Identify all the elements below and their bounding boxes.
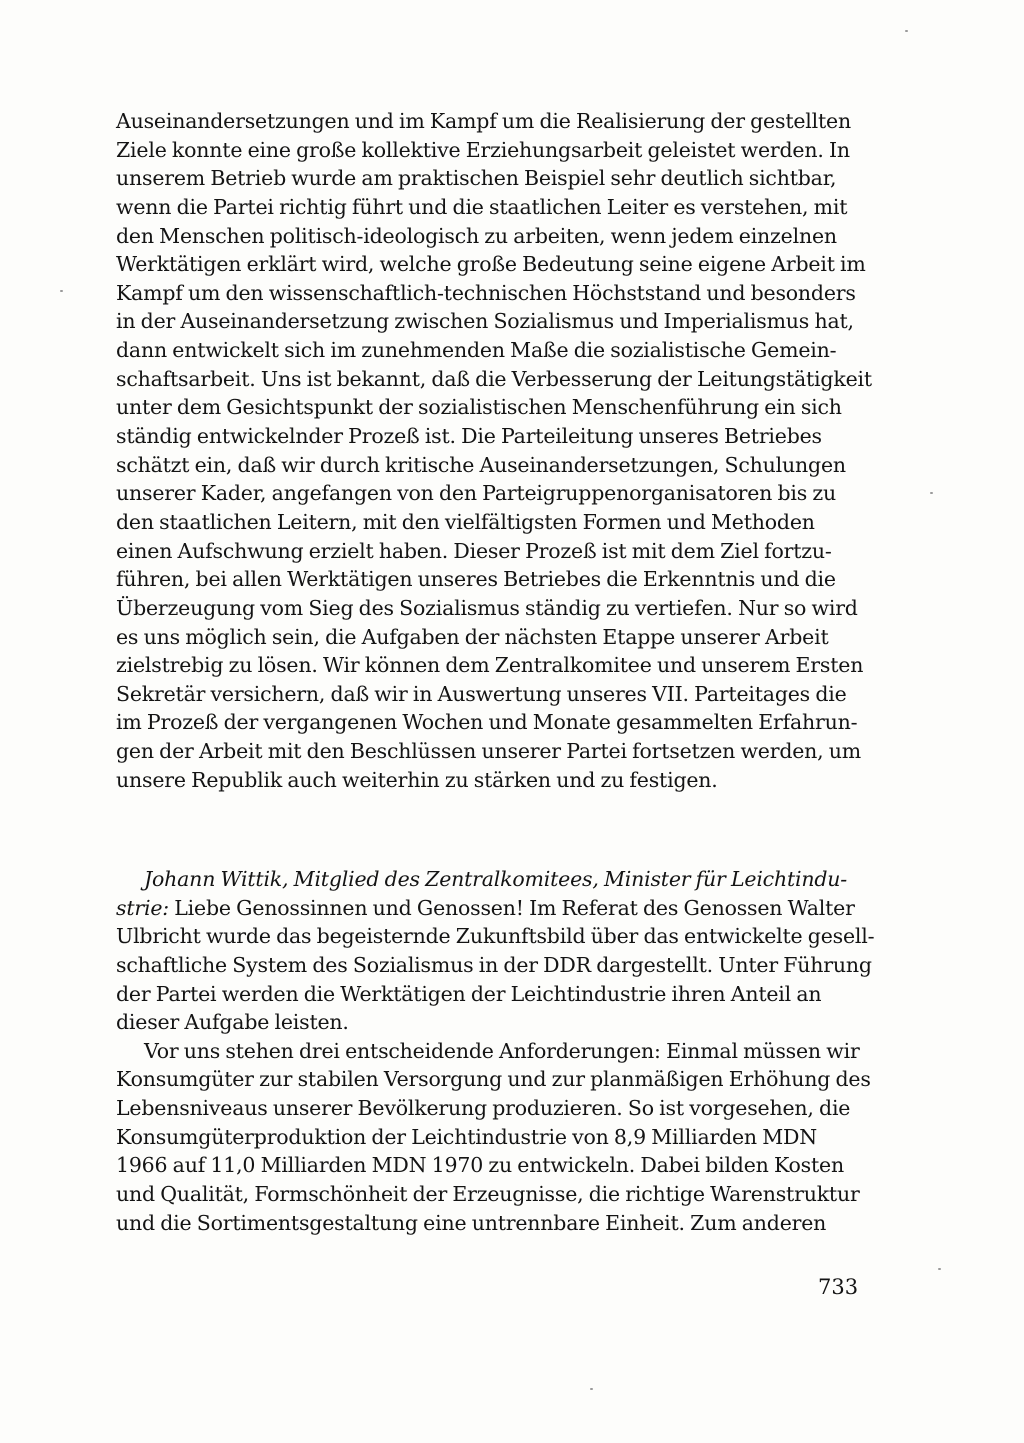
- scan-speck: [938, 1268, 941, 1270]
- text-line: den staatlichen Leitern, mit den vielfältigsten Formen und Methoden: [116, 509, 815, 534]
- text-line: Überzeugung vom Sieg des Sozialismus ständig zu vertiefen. Nur so wird: [116, 595, 858, 620]
- speaker-line: [116, 894, 884, 923]
- text-line: Vor uns stehen drei entscheidende Anforderungen: Einmal müssen wir: [144, 1038, 860, 1063]
- text-line: schaftliche System des Sozialismus in der DDR dargestellt. Unter Führung: [116, 952, 872, 977]
- text-line: Werktätigen erklärt wird, welche große Bedeutung seine eigene Arbeit im: [116, 252, 866, 277]
- text-line: Sekretär versichern, daß wir in Auswertung unseres VII. Parteitages die: [116, 681, 847, 706]
- text-line: dann entwickelt sich im zunehmenden Maße die sozialistische Gemein-: [116, 338, 837, 363]
- text-line: wenn die Partei richtig führt und die staatlichen Leiter es verstehen, mit: [116, 194, 848, 219]
- text-line: Konsumgüterproduktion der Leichtindustrie von 8,9 Milliarden MDN: [116, 1124, 818, 1149]
- text-line: 1966 auf 11,0 Milliarden MDN 1970 zu entwickeln. Dabei bilden Kosten: [116, 1153, 844, 1178]
- text-line: es uns möglich sein, die Aufgaben der nächsten Etappe unserer Arbeit: [116, 624, 829, 649]
- text-line: unserer Kader, angefangen von den Parteigruppenorganisatoren bis zu: [116, 481, 837, 506]
- text-line: Ulbricht wurde das begeisternde Zukunftsbild über das entwickelte gesell-: [116, 924, 875, 949]
- text-line: einen Aufschwung erzielt haben. Dieser Prozeß ist mit dem Ziel fortzu-: [116, 538, 832, 563]
- text-line: im Prozeß der vergangenen Wochen und Monate gesammelten Erfahrun-: [116, 710, 858, 735]
- scan-speck: [590, 1388, 593, 1390]
- paragraph-continued: [116, 107, 884, 794]
- text-line: Auseinandersetzungen und im Kampf um die Realisierung der gestellten: [116, 109, 851, 133]
- text-line: Kampf um den wissenschaftlich-technischen Höchststand und besonders: [116, 280, 856, 305]
- text-line: ständig entwickelnder Prozeß ist. Die Parteileitung unseres Betriebes: [116, 424, 822, 449]
- text-line: schaftsarbeit. Uns ist bekannt, daß die Verbesserung der Leitungstätigkeit: [116, 366, 872, 391]
- page-number: 733: [818, 1275, 859, 1299]
- scan-speck: [930, 492, 933, 494]
- text-line: führen, bei allen Werktätigen unseres Betriebes die Erkenntnis und die: [116, 567, 836, 592]
- text-line: unsere Republik auch weiterhin zu stärken und zu festigen.: [116, 767, 718, 792]
- speaker-name-continued: strie:: [116, 895, 169, 920]
- text-line: schätzt ein, daß wir durch kritische Auseinandersetzungen, Schulungen: [116, 452, 846, 477]
- text-line: unserem Betrieb wurde am praktischen Beispiel sehr deutlich sichtbar,: [116, 166, 837, 191]
- scan-speck: [60, 290, 63, 292]
- speech-section: [116, 865, 884, 1237]
- text-line: den Menschen politisch-ideologisch zu arbeiten, wenn jedem einzelnen: [116, 223, 837, 248]
- text-line: Konsumgüter zur stabilen Versorgung und zur planmäßigen Erhöhung des: [116, 1067, 871, 1092]
- text-line: Ziele konnte eine große kollektive Erziehungsarbeit geleistet werden. In: [116, 137, 850, 162]
- text-line: Lebensniveaus unserer Bevölkerung produzieren. So ist vorgesehen, die: [116, 1096, 851, 1121]
- scan-speck: [905, 30, 908, 32]
- speaker-name: Johann Wittik, Mitglied des Zentralkomitees, Minister für Leichtindu-: [144, 867, 848, 891]
- text-line: unter dem Gesichtspunkt der sozialistischen Menschenführung ein sich: [116, 395, 842, 420]
- text-line: gen der Arbeit mit den Beschlüssen unserer Partei fortsetzen werden, um: [116, 739, 862, 764]
- text-line: zielstrebig zu lösen. Wir können dem Zentralkomitee und unserem Ersten: [116, 653, 864, 678]
- text-line: in der Auseinandersetzung zwischen Sozialismus und Imperialismus hat,: [116, 309, 854, 334]
- speech-text: Liebe Genossinnen und Genossen! Im Referat des Genossen Walter: [168, 895, 855, 920]
- text-line: dieser Aufgabe leisten.: [116, 1010, 349, 1035]
- speaker-line: [116, 865, 884, 894]
- text-line: und Qualität, Formschönheit der Erzeugnisse, die richtige Warenstruktur: [116, 1182, 860, 1207]
- text-line: der Partei werden die Werktätigen der Leichtindustrie ihren Anteil an: [116, 981, 822, 1006]
- text-line: und die Sortimentsgestaltung eine untrennbare Einheit. Zum anderen: [116, 1210, 827, 1235]
